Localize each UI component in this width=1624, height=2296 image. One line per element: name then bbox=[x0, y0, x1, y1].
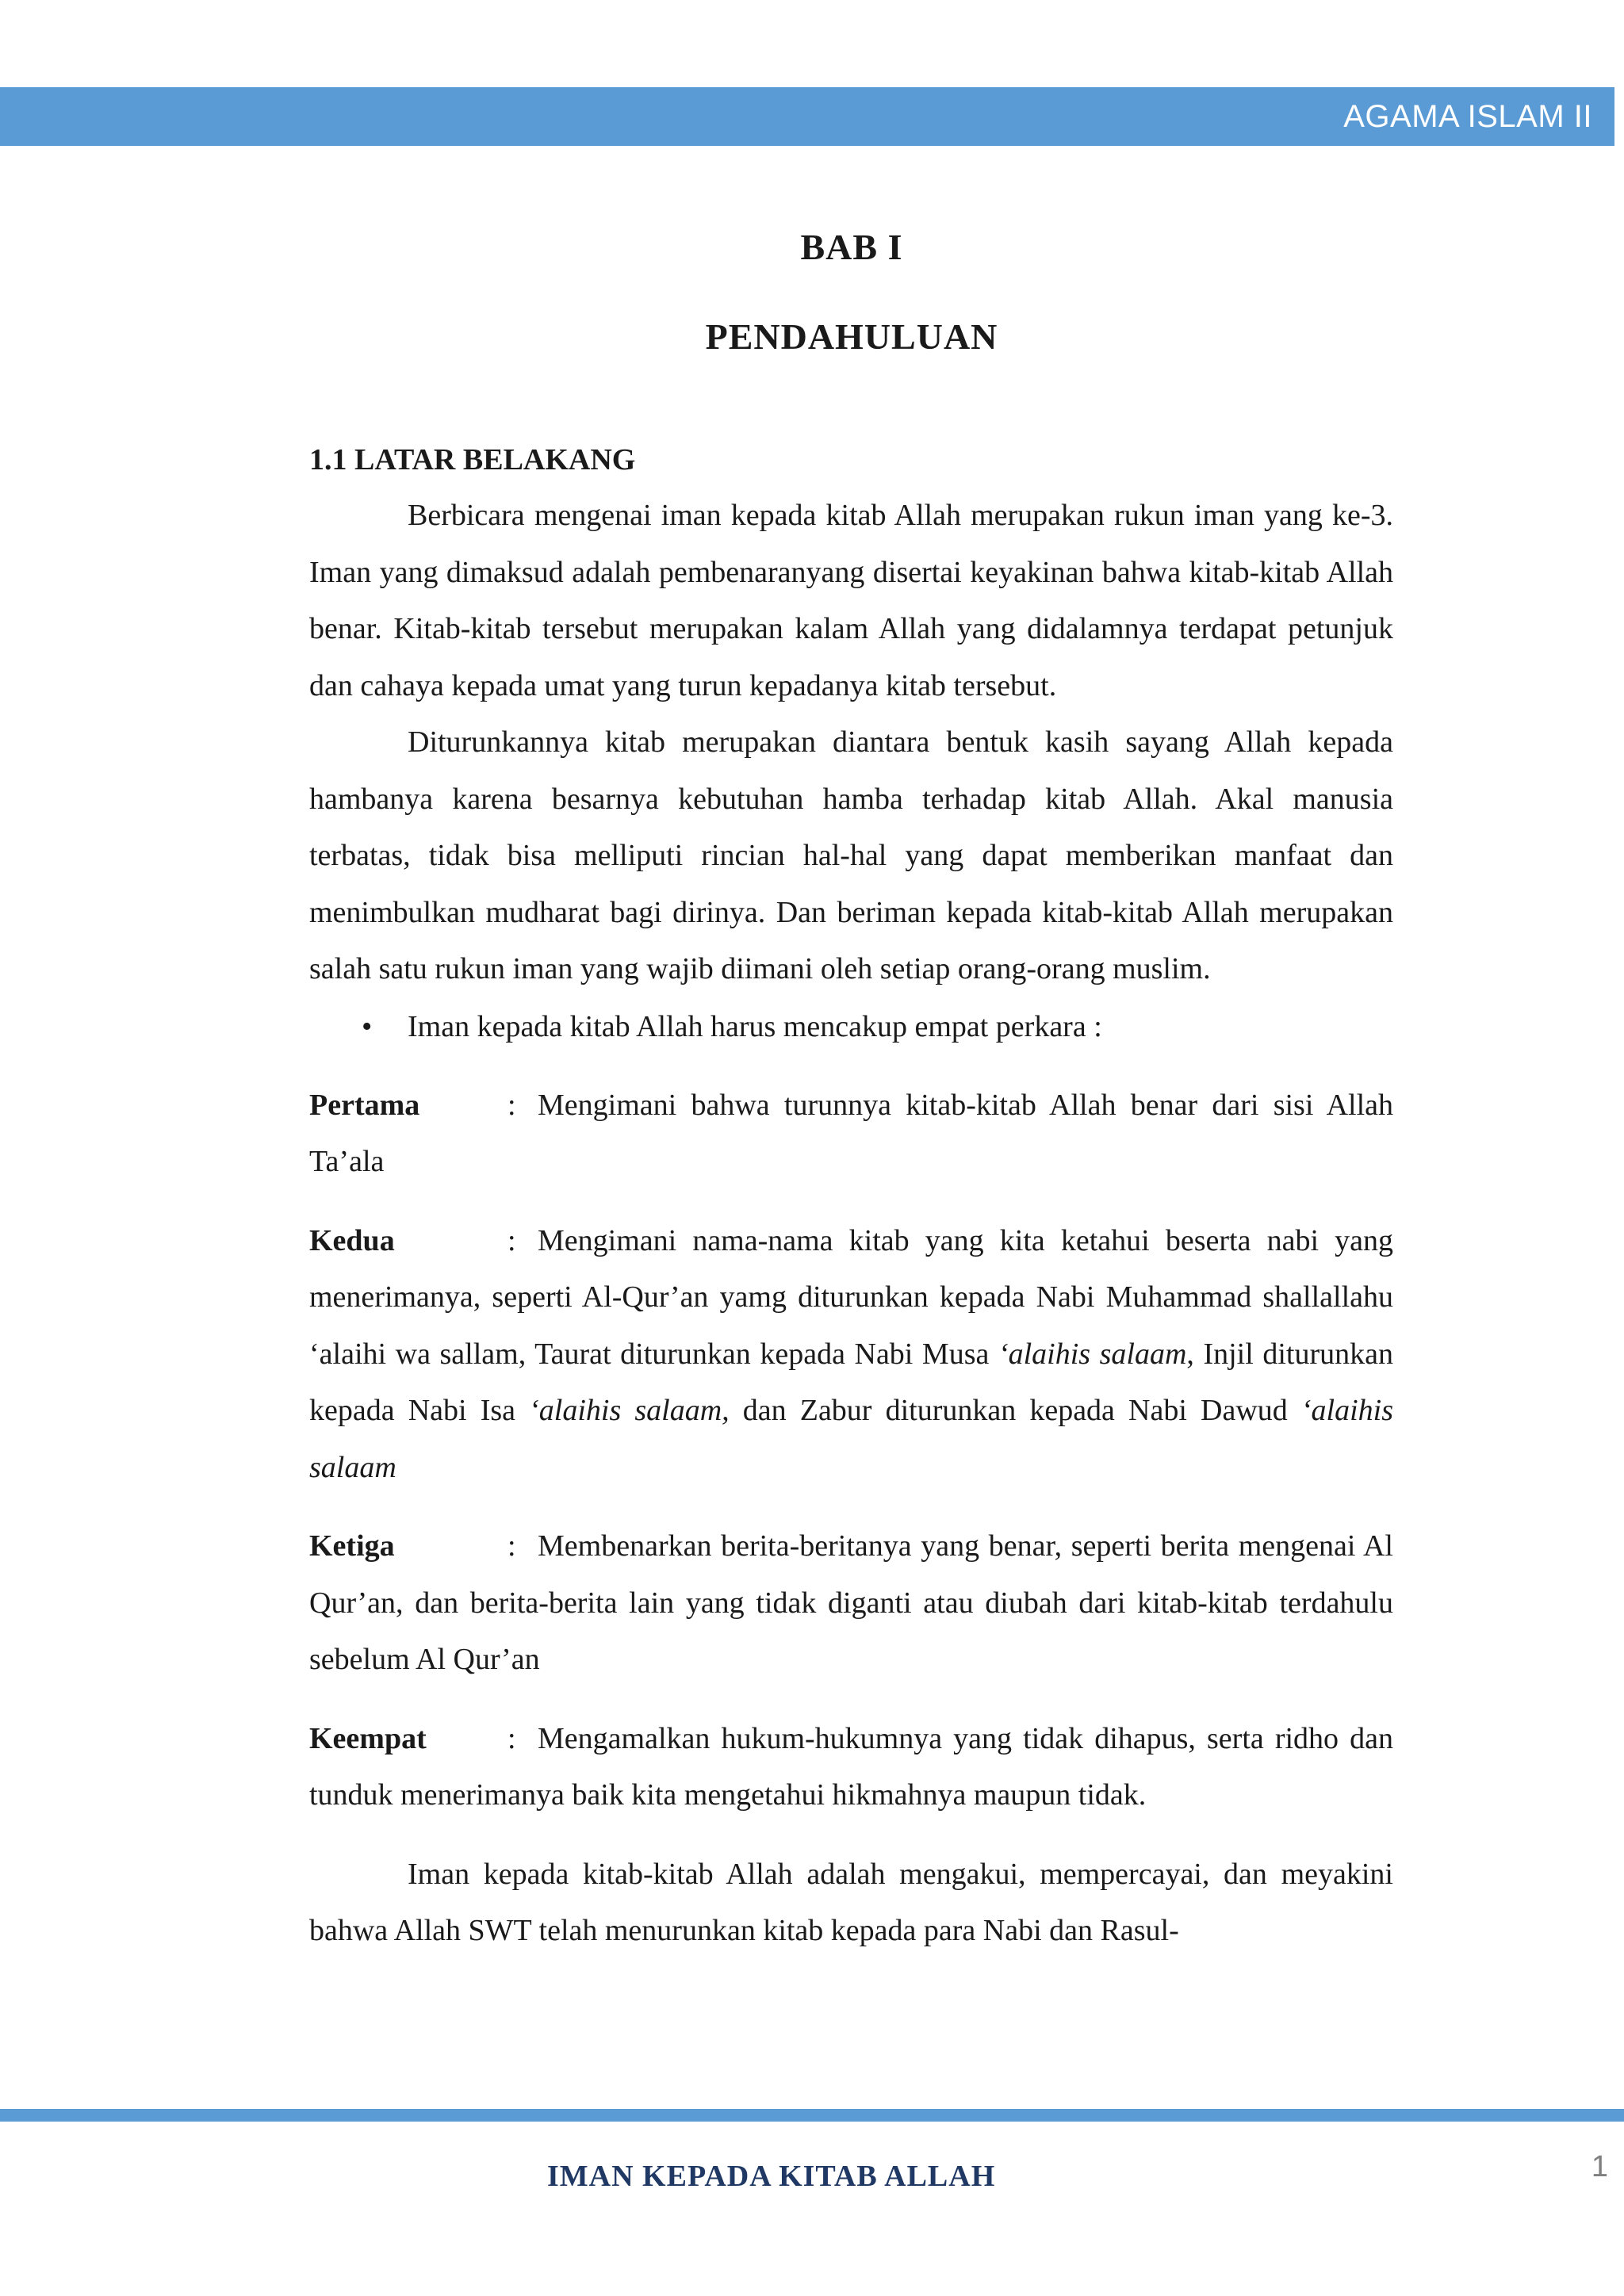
chapter-title: PENDAHULUAN bbox=[705, 316, 998, 357]
section-heading: 1.1 LATAR BELAKANG bbox=[309, 443, 636, 476]
item-ketiga bbox=[309, 1518, 1393, 1689]
item-separator: : bbox=[508, 1721, 516, 1755]
description-text: , Injil diturunkan kepada Nabi Isa bbox=[309, 1337, 1393, 1427]
description-italic: ‘alaihis salaam, bbox=[529, 1394, 730, 1427]
description-text: Mengimani nama-nama kitab yang kita ketahui beserta nabi yang menerimanya, seperti Al-Qur’an yamg diturunkan kepada Nabi Muhammad shallallahu ‘alaihi wa sallam, Taurat diturunkan kepada Nabi Musa bbox=[309, 1223, 1393, 1371]
item-separator: : bbox=[508, 1529, 516, 1563]
item-term: Keempat bbox=[309, 1721, 427, 1755]
item-description: Membenarkan berita-beritanya yang benar, seperti berita mengenai Al Qur’an, dan berita-berita lain yang tidak diganti atau diubah dari kitab-kitab terdahulu sebelum Al Qur’an bbox=[309, 1529, 1393, 1676]
item-term: Kedua bbox=[309, 1223, 395, 1257]
description-italic: ‘alaihis salaam bbox=[998, 1337, 1187, 1371]
paragraph-2: Diturunkannya kitab merupakan diantara bentuk kasih sayang Allah kepada hambanya karena besarnya kebutuhan hamba terhadap kitab Allah. Akal manusia terbatas, tidak bisa melliputi rincian hal-hal yang dapat memberikan manfaat dan menimbulkan mudharat bagi dirinya. Dan beriman kepada kitab-kitab Allah merupakan salah satu rukun iman yang wajib diimani oleh setiap orang-orang muslim. bbox=[309, 725, 1393, 985]
bullet-item bbox=[309, 998, 1393, 1055]
item-term: Ketiga bbox=[309, 1529, 395, 1563]
document-body bbox=[309, 440, 1393, 1960]
header-title: AGAMA ISLAM II bbox=[1343, 99, 1592, 134]
page-number: 1 bbox=[1591, 2150, 1608, 2183]
item-separator: : bbox=[508, 1088, 516, 1122]
closing-paragraph: Iman kepada kitab-kitab Allah adalah mengakui, mempercayai, dan meyakini bahwa Allah SWT telah menurunkan kitab kepada para Nabi dan Rasul- bbox=[309, 1857, 1393, 1947]
bullet-text: Iman kepada kitab Allah harus mencakup empat perkara : bbox=[408, 1009, 1102, 1043]
item-description: Mengimani bahwa turunnya kitab-kitab Allah benar dari sisi Allah Ta’ala bbox=[309, 1088, 1393, 1178]
item-keempat bbox=[309, 1711, 1393, 1824]
paragraph-1: Berbicara mengenai iman kepada kitab Allah merupakan rukun iman yang ke-3. Iman yang dimaksud adalah pembenaranyang disertai keyakinan bahwa kitab-kitab Allah benar. Kitab-kitab tersebut merupakan kalam Allah yang didalamnya terdapat petunjuk dan cahaya kepada umat yang turun kepadanya kitab tersebut. bbox=[309, 499, 1393, 702]
description-text: dan Zabur diturunkan kepada Nabi Dawud bbox=[729, 1394, 1301, 1427]
chapter-number: BAB I bbox=[800, 227, 903, 267]
bullet-icon: • bbox=[362, 1009, 373, 1043]
item-description: Mengamalkan hukum-hukumnya yang tidak dihapus, serta ridho dan tunduk menerimanya baik kita mengetahui hikmahnya maupun tidak. bbox=[309, 1721, 1393, 1812]
description-italic: ‘alaihis salaam bbox=[309, 1394, 1394, 1484]
item-pertama bbox=[309, 1077, 1393, 1191]
item-separator: : bbox=[508, 1223, 516, 1257]
header-band bbox=[0, 87, 1614, 146]
item-term: Pertama bbox=[309, 1088, 420, 1122]
footer-title: IMAN KEPADA KITAB ALLAH bbox=[547, 2160, 996, 2193]
item-kedua bbox=[309, 1213, 1393, 1497]
footer-band bbox=[0, 2109, 1624, 2122]
